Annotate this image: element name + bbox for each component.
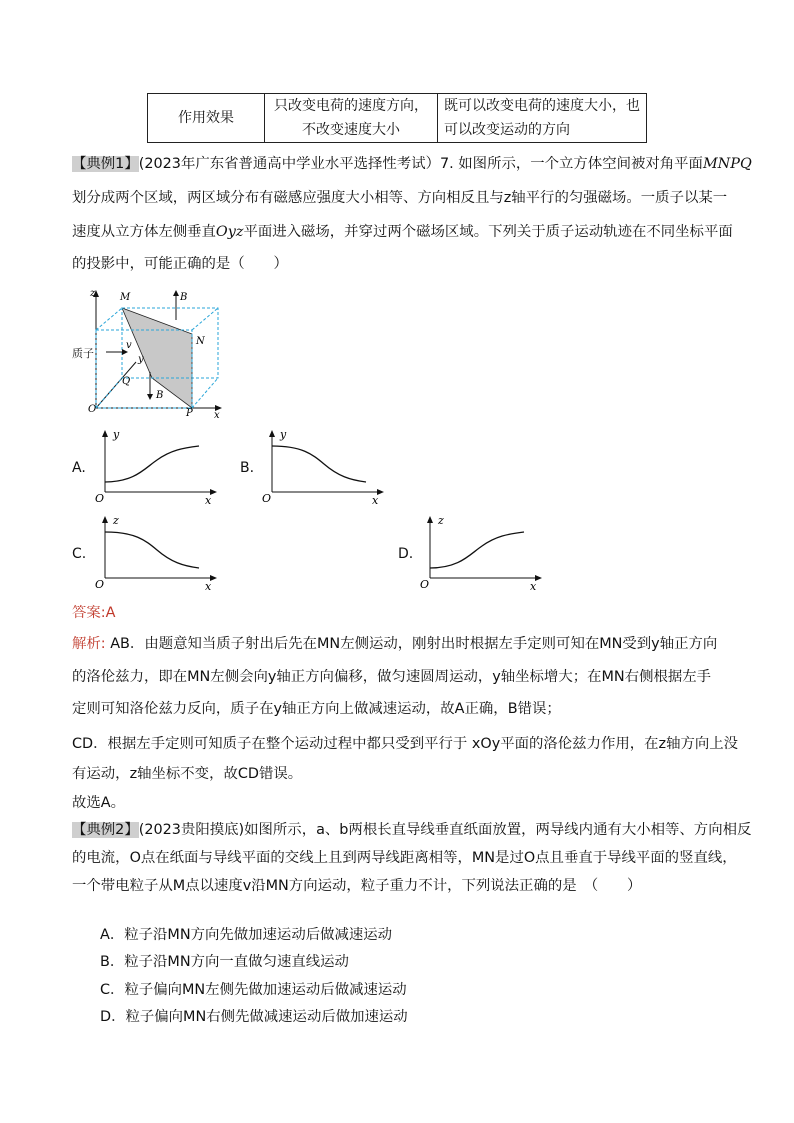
label-z: z bbox=[90, 288, 96, 299]
option-label[interactable]: A. bbox=[72, 460, 86, 476]
graph-y-arrow bbox=[102, 516, 108, 523]
option-graph[interactable] bbox=[262, 428, 387, 504]
example2-option-a[interactable]: A．粒子沿MN方向先做加速运动后做减速运动 bbox=[100, 927, 393, 943]
analysis-label: 解析: bbox=[72, 636, 106, 652]
graph-y-arrow bbox=[269, 430, 275, 437]
label-m: M bbox=[120, 292, 131, 303]
plane-oyz: Oyz bbox=[215, 224, 244, 240]
label-x: x bbox=[214, 410, 220, 420]
option-graph[interactable] bbox=[95, 514, 220, 590]
example1-line2: 划分成两个区域，两区域分布有磁感应强度大小相等、方向相反且与z轴平行的匀强磁场。一质子以某一 bbox=[72, 190, 728, 206]
label-v: v bbox=[126, 340, 132, 351]
label-b-up: B bbox=[180, 292, 188, 303]
option-label[interactable]: B. bbox=[240, 460, 255, 476]
example2-line2: 的电流，O点在纸面与导线平面的交线上且到两导线距离相等，MN是过O点且垂直于导线平面的竖直线， bbox=[72, 850, 737, 866]
graph-origin-label: O bbox=[95, 578, 105, 590]
example2-tag: 【典例2】 bbox=[72, 822, 139, 838]
graph-origin-label: O bbox=[262, 492, 272, 504]
label-proton: 质子 bbox=[72, 347, 94, 360]
graph-x-label: x bbox=[205, 494, 212, 504]
example2-line3: 一个带电粒子从M点以速度v沿MN方向运动，粒子重力不计，下列说法正确的是 （ ） bbox=[72, 878, 642, 894]
example1-line4: 的投影中，可能正确的是（ ） bbox=[72, 256, 288, 272]
label-o: O bbox=[88, 404, 97, 415]
graph-x-label: x bbox=[372, 494, 379, 504]
graph-y-arrow bbox=[427, 516, 433, 523]
example1-tag: 【典例1】 bbox=[72, 156, 139, 172]
analysis-line4: CD．根据左手定则可知质子在整个运动过程中都只受到平行于 xOy平面的洛伦兹力作用，在z轴方向上没 bbox=[72, 736, 739, 752]
table-cell bbox=[438, 94, 647, 143]
graph-x-label: x bbox=[205, 580, 212, 590]
option-graph[interactable] bbox=[420, 514, 545, 590]
example2-option-b[interactable]: B．粒子沿MN方向一直做匀速直线运动 bbox=[100, 954, 349, 970]
label-n: N bbox=[196, 336, 205, 347]
answer-text: 答案:A bbox=[72, 605, 116, 621]
table-cell-text: 既可以改变电荷的速度大小，也 bbox=[444, 98, 640, 114]
graph-vertical-label: z bbox=[438, 514, 444, 527]
graph-vertical-label: z bbox=[113, 514, 119, 527]
b-down-head bbox=[147, 394, 153, 400]
analysis-line3: 定则可知洛伦兹力反向，质子在y轴正方向上做减速运动，故A正确，B错误； bbox=[72, 701, 561, 717]
table-cell-text: 可以改变运动的方向 bbox=[444, 122, 570, 138]
table-cell-text: 只改变电荷的速度方向， bbox=[274, 98, 428, 114]
graph-x-label: x bbox=[530, 580, 537, 590]
example2-option-c[interactable]: C．粒子偏向MN左侧先做加速运动后做减速运动 bbox=[100, 982, 407, 998]
label-p: P bbox=[186, 408, 193, 419]
text-span: 平面进入磁场，并穿过两个磁场区域。下列关于质子运动轨迹在不同坐标平面 bbox=[243, 224, 733, 240]
conclusion: 故选A。 bbox=[72, 795, 126, 811]
trajectory-curve bbox=[272, 446, 366, 482]
option-graph[interactable] bbox=[95, 428, 220, 504]
graph-y-arrow bbox=[102, 430, 108, 437]
analysis-text: AB．由题意知当质子射出后先在MN左侧运动，刚射出时根据左手定则可知在MN受到y轴正方向 bbox=[105, 636, 718, 652]
example1-plane: MNPQ bbox=[702, 156, 752, 172]
example2-text: (2023贵阳摸底)如图所示，a、b两根长直导线垂直纸面放置，两导线内通有大小相等、方向相反 bbox=[138, 822, 752, 838]
trajectory-curve bbox=[105, 532, 199, 568]
label-b-down: B bbox=[156, 390, 164, 401]
table-row-label: 作用效果 bbox=[148, 94, 265, 143]
graph-vertical-label: y bbox=[113, 428, 120, 441]
b-up-head bbox=[173, 290, 179, 296]
option-label[interactable]: C. bbox=[72, 546, 87, 562]
table-cell-text: 不改变速度大小 bbox=[302, 122, 400, 138]
option-label[interactable]: D. bbox=[398, 546, 414, 562]
analysis-line5: 有运动，z轴坐标不变，故CD错误。 bbox=[72, 766, 303, 782]
analysis-line1 bbox=[72, 634, 722, 654]
example2-option-d[interactable]: D．粒子偏向MN右侧先做减速运动后做加速运动 bbox=[100, 1009, 408, 1025]
comparison-table bbox=[147, 93, 647, 143]
graph-origin-label: O bbox=[420, 578, 430, 590]
label-q: Q bbox=[122, 376, 131, 387]
trajectory-curve bbox=[430, 532, 524, 568]
example1-line3 bbox=[72, 222, 733, 242]
cube-figure bbox=[80, 284, 230, 420]
text-span: 速度从立方体左侧垂直 bbox=[72, 224, 216, 240]
graph-origin-label: O bbox=[95, 492, 105, 504]
analysis-line2: 的洛伦兹力，即在MN左侧会向y轴正方向偏移，做匀速圆周运动，y轴坐标增大；在MN右侧根据左手 bbox=[72, 669, 712, 685]
trajectory-curve bbox=[105, 446, 199, 482]
example1-line1 bbox=[72, 154, 752, 174]
example2-line1 bbox=[72, 820, 752, 840]
graph-vertical-label: y bbox=[280, 428, 287, 441]
example1-source: (2023年广东省普通高中学业水平选择性考试）7. 如图所示，一个立方体空间被对角平面 bbox=[138, 156, 703, 172]
table-cell bbox=[265, 94, 438, 143]
label-y: y bbox=[138, 354, 144, 365]
